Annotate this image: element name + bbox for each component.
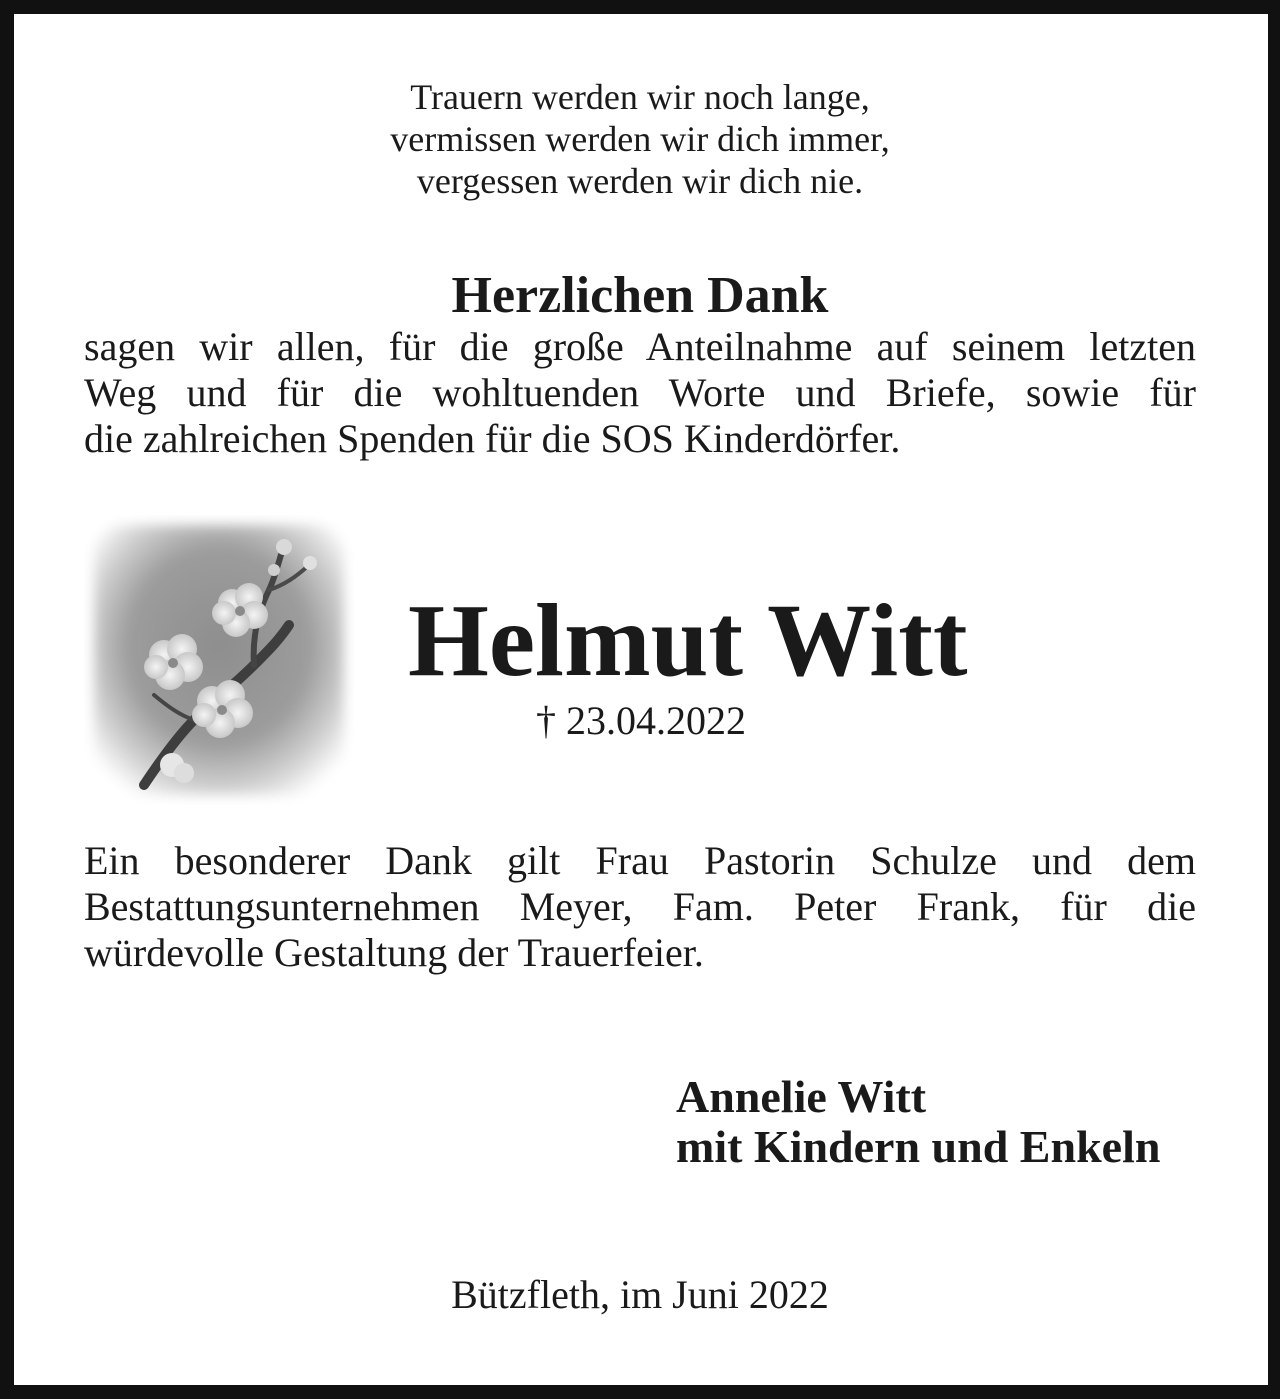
deceased-name: Helmut Witt [408, 583, 968, 698]
special-thanks-paragraph [84, 838, 1196, 976]
paragraph-line: sagen wir allen, für die große Anteilnahme auf seinem letzten [84, 324, 1196, 369]
verse-line: Trauern werden wir noch lange, [410, 77, 870, 117]
verse-line: vergessen werden wir dich nie. [416, 161, 864, 201]
paragraph-line: Weg und für die wohltuenden Worte und Briefe, sowie für [84, 370, 1196, 415]
paragraph-line: Bestattungsunternehmen Meyer, Fam. Peter Frank, für die [84, 884, 1196, 929]
thanks-paragraph [84, 324, 1196, 462]
death-date: † 23.04.2022 [536, 698, 746, 743]
place-and-date: Bützfleth, im Juni 2022 [451, 1272, 829, 1317]
paragraph-line: Ein besonderer Dank gilt Frau Pastorin Schulze und dem [84, 838, 1196, 883]
verse-line: vermissen werden wir dich immer, [390, 119, 890, 159]
paragraph-line: würdevolle Gestaltung der Trauerfeier. [84, 930, 704, 975]
thanks-heading: Herzlichen Dank [451, 267, 829, 324]
paragraph-line: die zahlreichen Spenden für die SOS Kinderdörfer. [84, 416, 901, 461]
memorial-verse [0, 76, 1280, 202]
signer-family: mit Kindern und Enkeln [676, 1121, 1161, 1172]
blossom-branch-image [84, 515, 354, 805]
signer-name: Annelie Witt [676, 1071, 927, 1122]
signers [676, 1072, 1160, 1172]
